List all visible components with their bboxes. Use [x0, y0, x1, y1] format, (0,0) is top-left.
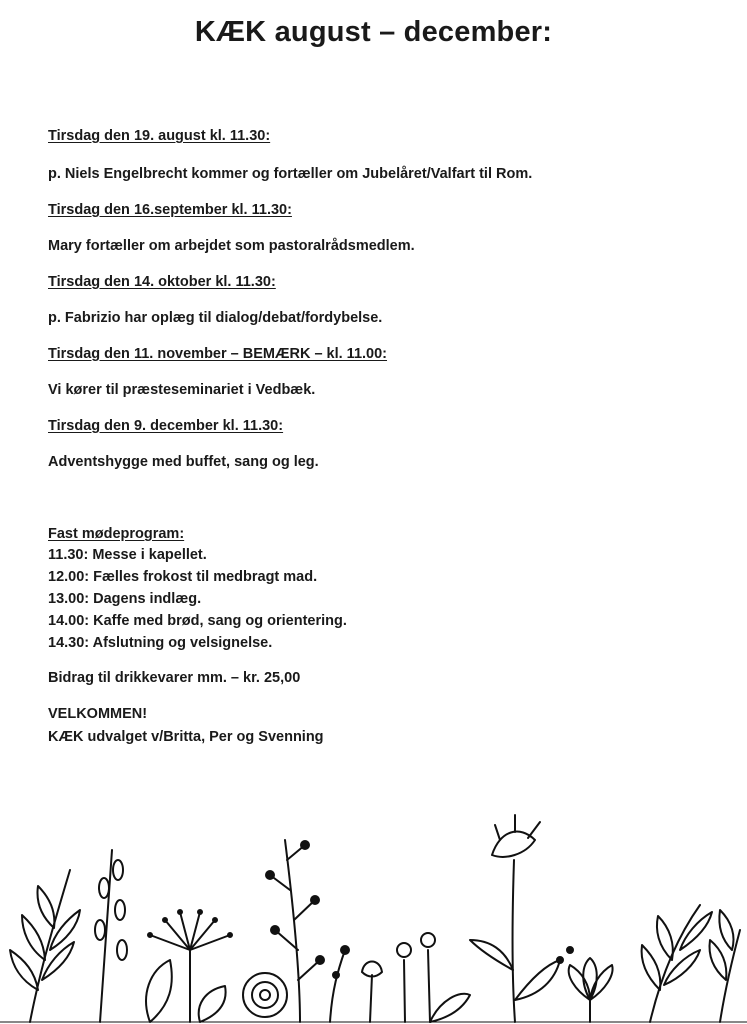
event-5-heading: Tirsdag den 9. december kl. 11.30: [48, 418, 284, 434]
event-5-text: Adventshygge med buffet, sang og leg. [48, 454, 319, 470]
contribution-text: Bidrag til drikkevarer mm. – kr. 25,00 [48, 670, 301, 686]
event-2-text: Mary fortæller om arbejdet som pastoralrådsmedlem. [48, 238, 415, 254]
event-4-text: Vi kører til præsteseminariet i Vedbæk. [48, 382, 316, 398]
signature-text: KÆK udvalget v/Britta, Per og Svenning [48, 729, 324, 745]
program-item: 14.00: Kaffe med brød, sang og orientering. [48, 613, 347, 629]
event-1-heading: Tirsdag den 19. august kl. 11.30: [48, 128, 271, 144]
event-2-heading: Tirsdag den 16.september kl. 11.30: [48, 202, 292, 218]
program-heading: Fast mødeprogram: [48, 526, 185, 542]
page-title: KÆK august – december: [194, 16, 553, 48]
event-1-text: p. Niels Engelbrecht kommer og fortæller om Jubelåret/Valfart til Rom. [48, 166, 533, 182]
program-item: 14.30: Afslutning og velsignelse. [48, 635, 273, 651]
event-3-heading: Tirsdag den 14. oktober kl. 11.30: [48, 274, 276, 290]
welcome-text: VELKOMMEN! [48, 706, 148, 722]
event-3-text: p. Fabrizio har oplæg til dialog/debat/fordybelse. [48, 310, 383, 326]
flower-border-icon [0, 800, 747, 1024]
program-item: 13.00: Dagens indlæg. [48, 591, 202, 607]
program-item: 11.30: Messe i kapellet. [48, 547, 207, 563]
program-item: 12.00: Fælles frokost til medbragt mad. [48, 569, 318, 585]
event-4-heading: Tirsdag den 11. november – BEMÆRK – kl. 11.00: [48, 346, 388, 362]
